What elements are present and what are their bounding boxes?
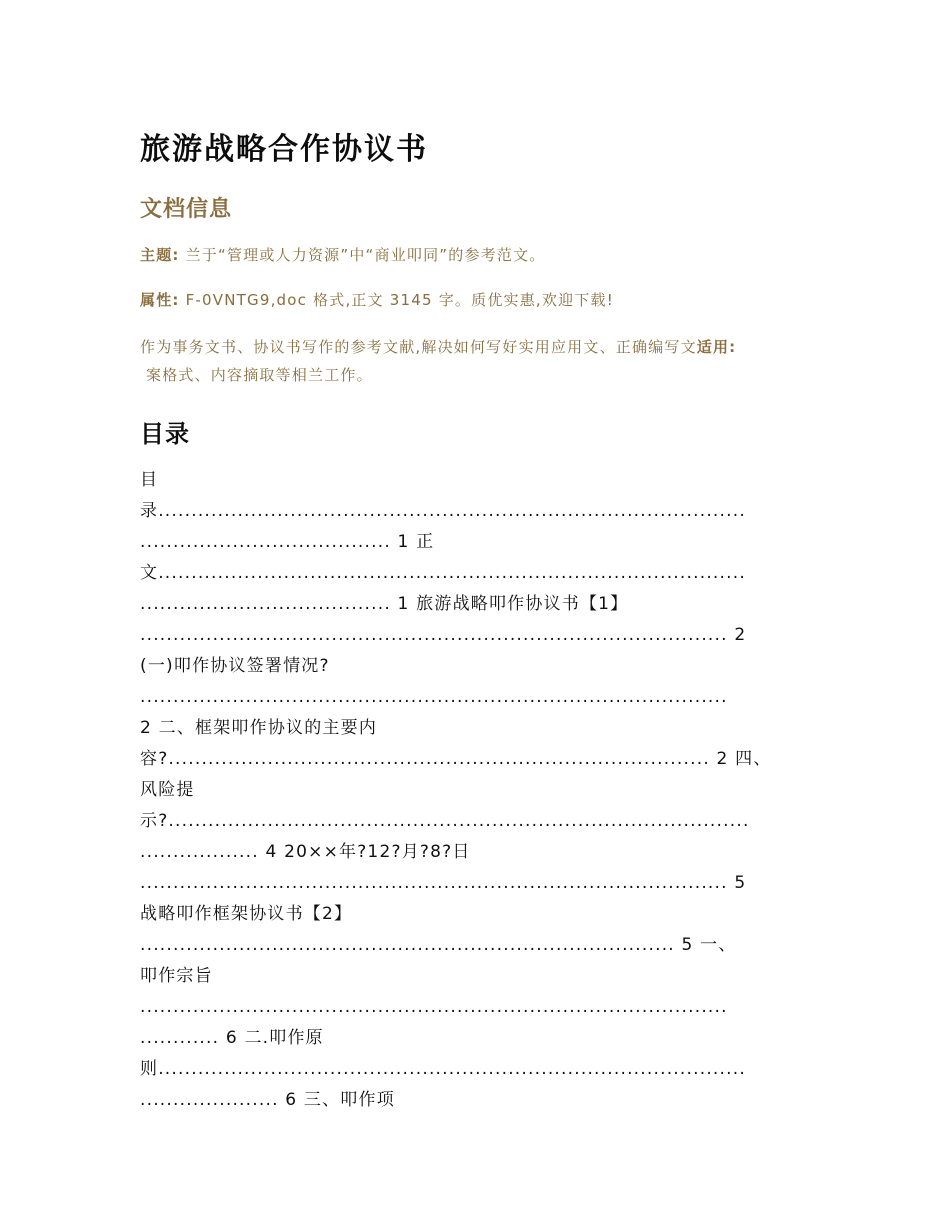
toc-line: 2 二、框架叩作协议的主要内	[140, 718, 378, 738]
toc-heading: 目录	[140, 420, 190, 448]
toc-line: 容?.................................................................................. 2 四、	[140, 749, 772, 769]
toc-line: ..................... 6 三、叩作项	[140, 1090, 395, 1110]
usage-key: 适用:	[696, 338, 737, 356]
toc-line: ...................................... 1 正	[140, 532, 435, 552]
subject-value: 兰于“管理或人力资源”中“商业叩同”的参考范文。	[185, 246, 546, 264]
subject-line	[140, 241, 810, 269]
document-title: 旅游战略合作协议书	[140, 132, 428, 167]
toc-line: 风险提	[140, 780, 195, 800]
toc-line: 则.........................................................................................	[140, 1059, 746, 1079]
toc-line: .................. 4 20××年?12?月?8?日	[140, 842, 471, 862]
usage-line-2: 案格式、内容摘取等相兰工作。	[146, 366, 373, 384]
toc-line: ...................................... 1 旅游战略叩作协议书【1】	[140, 594, 629, 614]
toc-line: 录.........................................................................................	[140, 501, 746, 521]
toc-line: 战略叩作框架协议书【2】	[140, 904, 353, 924]
subject-key: 主题:	[140, 246, 180, 264]
toc-line: .........................................................................................	[140, 687, 728, 707]
toc-line: (一)叩作协议签署情况?	[140, 656, 330, 676]
toc-line: 叩作宗旨	[140, 966, 213, 986]
toc-line: 文.........................................................................................	[140, 563, 746, 583]
attribute-value: F-0VNTG9,doc 格式,正文 3145 字。质优实惠,欢迎下载!	[185, 291, 614, 309]
toc-line: .........................................................................................	[140, 997, 728, 1017]
toc-line: ......................................................................................... 2	[140, 625, 747, 645]
toc-line: 示?........................................................................................	[140, 811, 750, 831]
usage-text-1: 作为事务文书、协议书写作的参考文献,解决如何写好实用应用文、正确编写文	[140, 338, 697, 356]
toc-list	[140, 465, 810, 1116]
document-info-heading: 文档信息	[140, 197, 233, 222]
attribute-key: 属性:	[140, 291, 180, 309]
toc-line: ................................................................................. 5 一、	[140, 935, 737, 955]
toc-line: ............ 6 二.叩作原	[140, 1028, 324, 1048]
toc-line: 目	[140, 470, 159, 490]
toc-line: ......................................................................................... 5	[140, 873, 747, 893]
attribute-line	[140, 286, 810, 314]
usage-block	[140, 333, 810, 389]
usage-line-1	[140, 333, 810, 361]
